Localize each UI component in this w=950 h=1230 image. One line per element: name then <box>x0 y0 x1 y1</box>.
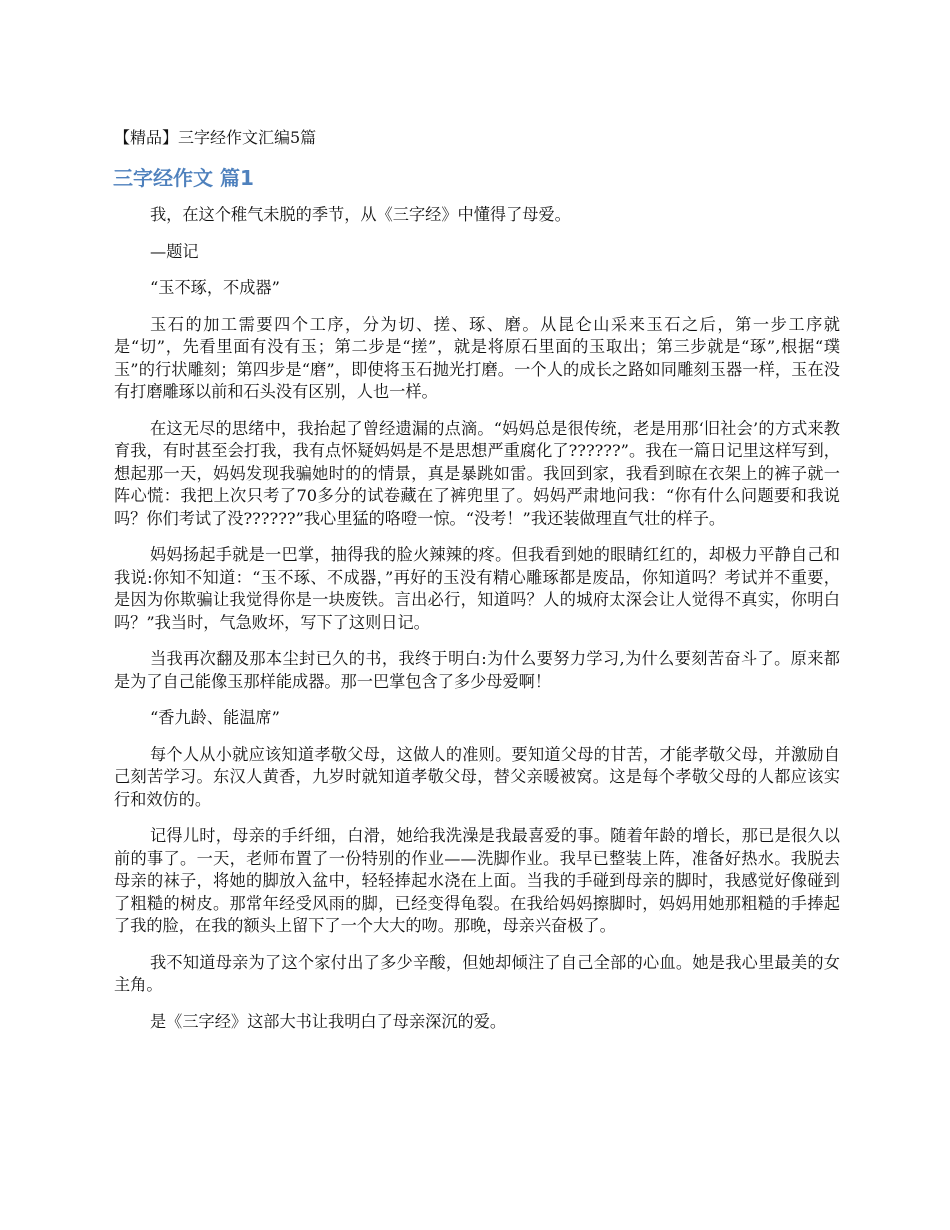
section-heading: 三字经作文 篇1 <box>113 166 254 190</box>
paragraph-quote-2: “香九龄、能温席” <box>150 708 280 727</box>
essay-body <box>114 204 840 1047</box>
paragraph: 每个人从小就应该知道孝敬父母，这做人的准则。要知道父母的甘苦，才能孝敬父母，并激励自己刻苦学习。东汉人黄香，九岁时就知道孝敬父母，替父亲暖被窝。这是每个孝敬父母的人都应该实行和效仿的。 <box>114 744 840 809</box>
paragraph: 玉石的加工需要四个工序，分为切、搓、琢、磨。从昆仑山采来玉石之后，第一步工序就是“切”，先看里面有没有玉；第二步是“搓”，就是将原石里面的玉取出；第三步就是“琢”,根据“璞玉”的行状雕刻；第四步是“磨”，即使将玉石抛光打磨。一个人的成长之路如同雕刻玉器一样，玉在没有打磨雕琢以前和石头没有区别，人也一样。 <box>114 314 840 401</box>
paragraph-quote-1: “玉不琢，不成器” <box>150 278 280 297</box>
paragraph-conclusion: 是《三字经》这部大书让我明白了母亲深沉的爱。 <box>150 1011 507 1031</box>
paragraph-intro: 我，在这个稚气未脱的季节，从《三字经》中懂得了母爱。 <box>150 205 571 224</box>
paragraph: 当我再次翻及那本尘封已久的书，我终于明白:为什么要努力学习,为什么要刻苦奋斗了。原来都是为了自己能像玉那样能成器。那一巴掌包含了多少母爱啊！ <box>114 649 840 691</box>
paragraph: 妈妈扬起手就是一巴掌，抽得我的脸火辣辣的疼。但我看到她的眼睛红红的，却极力平静自己和我说:你知不知道：“玉不琢、不成器，”再好的玉没有精心雕琢都是废品，你知道吗？考试并不重要，是因为你欺骗让我觉得你是一块废铁。言出必行，知道吗？人的城府太深会让人觉得不真实，你明白吗？”我当时，气急败坏，写下了这则日记。 <box>114 545 840 632</box>
paragraph: 记得儿时，母亲的手纤细，白滑，她给我洗澡是我最喜爱的事。随着年龄的增长，那已是很久以前的事了。一天，老师布置了一份特别的作业——洗脚作业。我早已整装上阵，准备好热水。我脱去母亲的袜子，将她的脚放入盆中，轻轻捧起水浇在上面。当我的手碰到母亲的脚时，我感觉好像碰到了粗糙的树皮。那常年经受风雨的脚，已经变得龟裂。在我给妈妈擦脚时，妈妈用她那粗糙的手捧起了我的脸，在我的额头上留下了一个大大的吻。那晚，母亲兴奋极了。 <box>114 826 840 935</box>
paragraph: 在这无尽的思绪中，我抬起了曾经遗漏的点滴。“妈妈总是很传统，老是用那‘旧社会’的方式来教育我，有时甚至会打我，我有点怀疑妈妈是不是思想严重腐化了??????”。我在一篇日记里这样写到，想起那一天，妈妈发现我骗她时的的情景，真是暴跳如雷。我回到家，我看到晾在衣架上的裤子就一阵心慌：我把上次只考了70多分的试卷藏在了裤兜里了。妈妈严肃地问我：“你有什么问题要和我说吗？你们考试了没??????”我心里猛的咯噔一惊。“没考！”我还装做理直气壮的样子。 <box>114 418 840 528</box>
document-title: 【精品】三字经作文汇编5篇 <box>114 128 317 147</box>
paragraph: 我不知道母亲为了这个家付出了多少辛酸，但她却倾注了自己全部的心血。她是我心里最美的女主角。 <box>114 952 840 994</box>
paragraph-epigraph-note: —题记 <box>150 241 199 261</box>
